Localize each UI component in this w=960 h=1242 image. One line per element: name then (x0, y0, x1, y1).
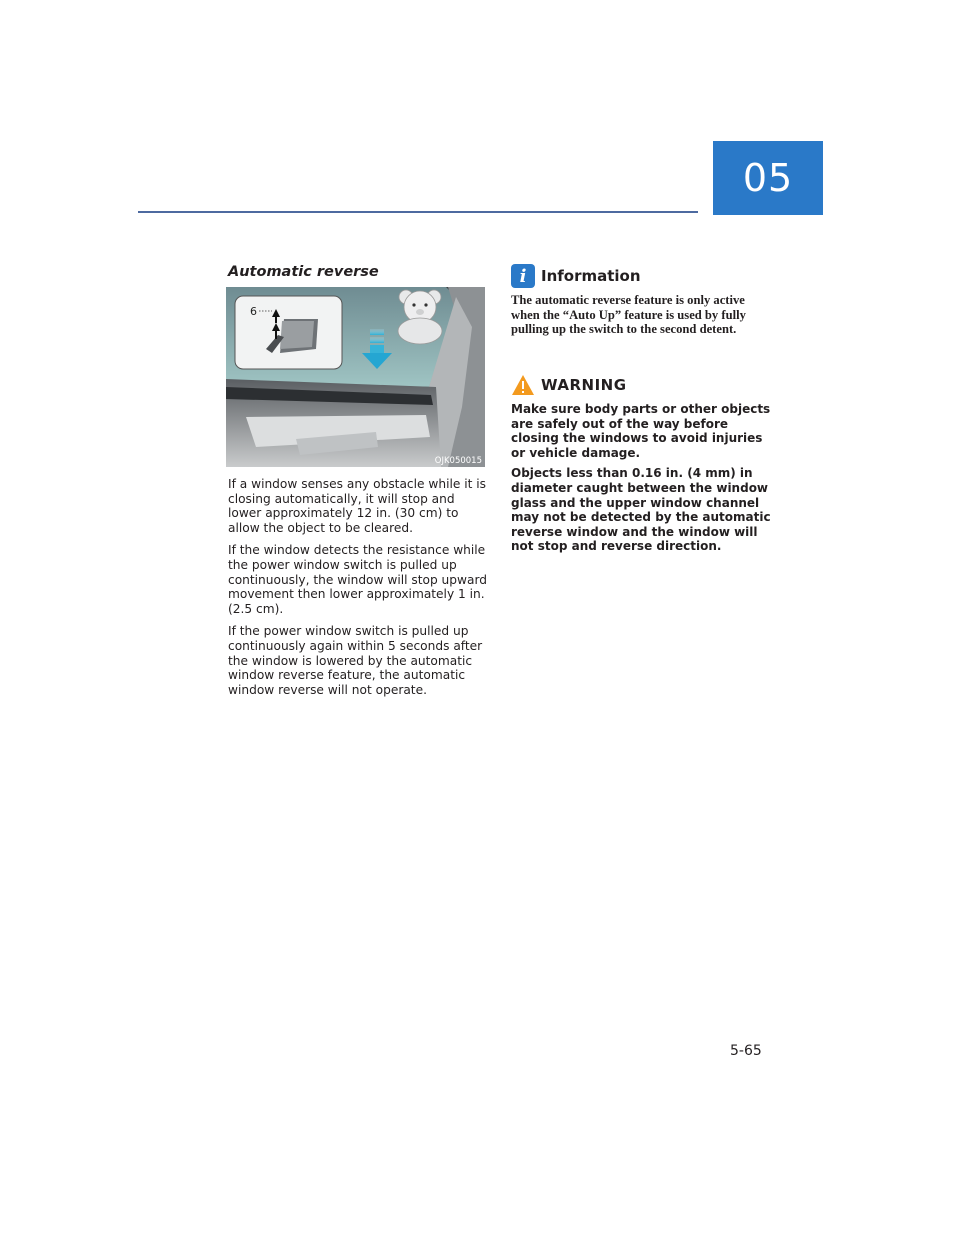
body-text (228, 477, 490, 705)
figure-code: OJK050015 (434, 456, 482, 466)
information-header (511, 263, 776, 289)
warning-box (511, 372, 776, 560)
info-icon: i (511, 264, 535, 288)
warning-header (511, 372, 776, 398)
page-number: 5-65 (730, 1043, 762, 1059)
warning-paragraph: Make sure body parts or other objects are safely out of the way before closing the windows to avoid injuries or vehicle damage. (511, 402, 771, 460)
information-box (511, 263, 776, 337)
switch-callout-number: 6 (250, 305, 257, 318)
body-paragraph: If a window senses any obstacle while it is closing automatically, it will stop and lower approximately 12 in. (30 cm) to allow the object to be cleared. (228, 477, 486, 535)
body-paragraph: If the power window switch is pulled up continuously again within 5 seconds after the window is lowered by the automatic window reverse feature, the automatic window reverse will not operate. (228, 624, 483, 697)
information-title: Information (541, 267, 641, 285)
warning-paragraph: Objects less than 0.16 in. (4 mm) in diameter caught between the window glass and the upper window channel may not be detected by the automatic reverse window and the window will not stop and reverse direction. (511, 466, 771, 554)
warning-text (511, 402, 776, 554)
information-text: The automatic reverse feature is only active when the “Auto Up” feature is used by fully pulling up the switch to the second detent. (511, 293, 746, 337)
header-rule (138, 211, 698, 213)
body-paragraph: If the window detects the resistance while the power window switch is pulled up continuously, the window will stop upward movement then lower approximately 1 in. (2.5 cm). (228, 543, 487, 616)
window-illustration-svg (226, 287, 485, 467)
chapter-tab: 05 (713, 141, 823, 215)
window-illustration (226, 287, 485, 467)
warning-title: WARNING (541, 376, 627, 394)
warning-triangle-icon (511, 374, 535, 396)
section-title: Automatic reverse (228, 264, 379, 280)
switch-inset (235, 296, 342, 369)
